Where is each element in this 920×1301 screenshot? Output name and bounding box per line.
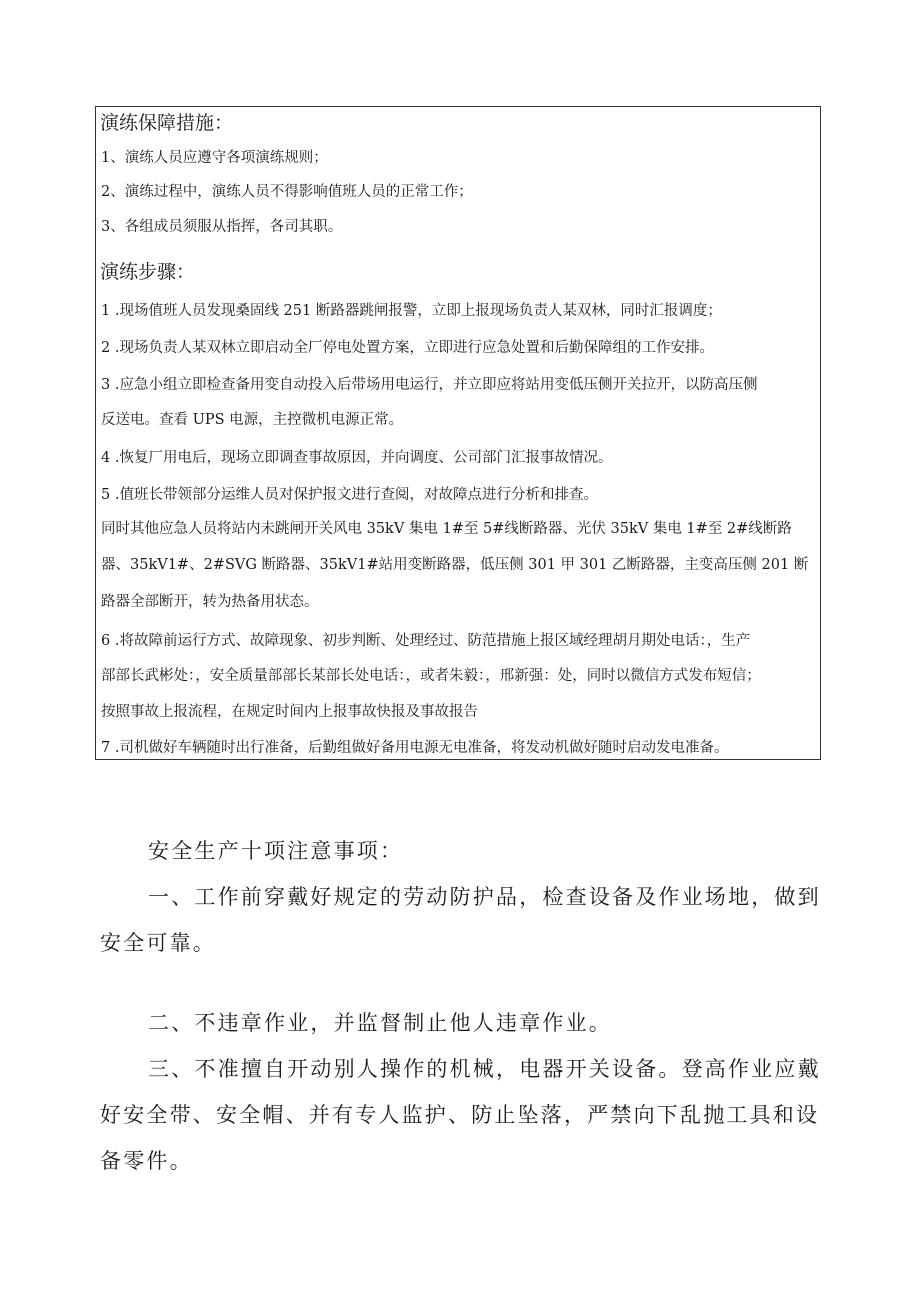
step-line: 反送电。查看 UPS 电源，主控微机电源正常。 <box>101 412 404 428</box>
step-line: 7 .司机做好车辆随时出行准备，后勤组做好备用电源无电准备，将发动机做好随时启动发电准备。 <box>101 740 729 756</box>
step-line: 路器全部断开，转为热备用状态。 <box>101 594 319 610</box>
guarantee-item: 1、演练人员应遵守各项演练规则； <box>101 150 328 166</box>
step-line: 2 .现场负责人某双林立即启动全厂停电处置方案，立即进行应急处置和后勤保障组的工作安排。 <box>101 340 714 356</box>
safety-item-3: 三、不准擅自开动别人操作的机械，电器开关设备。登高作业应戴好安全带、安全帽、并有专人监护、防止坠落，严禁向下乱抛工具和设备零件。 <box>100 1057 821 1173</box>
step-line: 同时其他应急人员将站内未跳闸开关风电 35kV 集电 1#至 5#线断路器、光伏 35kV 集电 1#至 2#线断路 <box>101 521 792 537</box>
guarantee-item: 3、各组成员须服从指挥，各司其职。 <box>101 219 343 235</box>
step-line: 1 .现场值班人员发现桑固线 251 断路器跳闸报警，立即上报现场负责人某双林，同时汇报调度； <box>101 303 722 319</box>
step-line: 6 .将故障前运行方式、故障现象、初步判断、处理经过、防范措施上报区域经理胡月期处电话：，生产 <box>101 633 751 649</box>
paragraph-gap <box>100 966 830 1000</box>
safety-title: 安全生产十项注意事项： <box>148 839 404 863</box>
guarantee-item: 2、演练过程中，演练人员不得影响值班人员的正常工作； <box>101 184 473 200</box>
safety-notes <box>100 828 830 1184</box>
step-line: 5 .值班长带领部分运维人员对保护报文进行查阅，对故障点进行分析和排查。 <box>101 487 598 503</box>
step-line: 器、35kV1#、2#SVG 断路器、35kV1#站用变断路器，低压侧 301 甲 301 乙断路器，主变高压侧 201 断 <box>101 557 809 573</box>
drill-plan-box <box>95 106 821 760</box>
steps-heading: 演练步骤： <box>100 261 196 283</box>
guarantee-heading: 演练保障措施： <box>100 112 234 134</box>
step-line: 部部长武彬处：，安全质量部部长某部长处电话：，或者朱毅：，邢新强：处，同时以微信方式发布短信； <box>101 668 761 684</box>
safety-item-1: 一、工作前穿戴好规定的劳动防护品，检查设备及作业场地，做到安全可靠。 <box>100 885 821 955</box>
step-line: 3 .应急小组立即检查备用变自动投入后带场用电运行，并立即应将站用变低压侧开关拉开，以防高压侧 <box>101 377 758 393</box>
step-line: 按照事故上报流程，在规定时间内上报事故快报及事故报告 <box>101 704 478 720</box>
step-line: 4 .恢复厂用电后，现场立即调查事故原因，并向调度、公司部门汇报事故情况。 <box>101 450 613 466</box>
safety-item-2: 二、不违章作业，并监督制止他人违章作业。 <box>148 1011 612 1035</box>
